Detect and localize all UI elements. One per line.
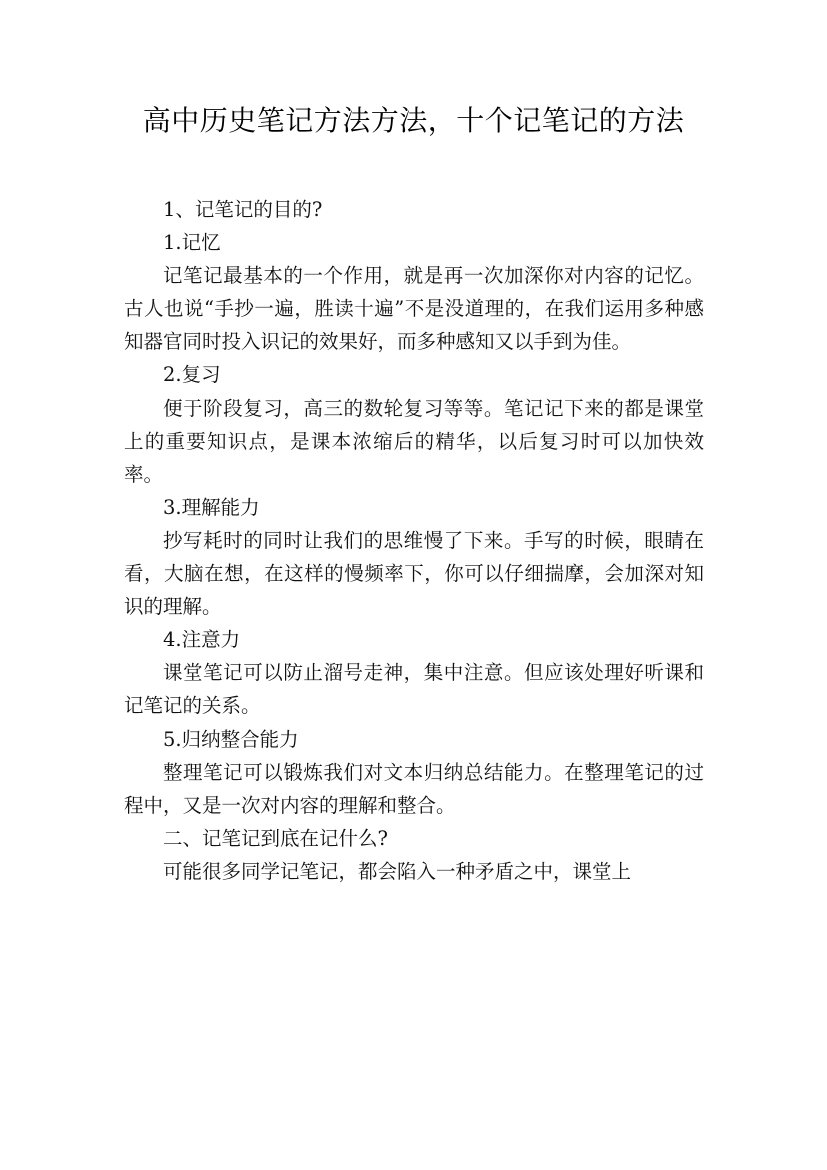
section-heading-what-to-note: 二、记笔记到底在记什么? — [163, 826, 388, 850]
subheading-integration: 5.归纳整合能力 — [163, 727, 299, 751]
paragraph-understanding: 抄写耗时的同时让我们的思维慢了下来。手写的时候，眼睛在看，大脑在想，在这样的慢频率下，你可以仔细揣摩，会加深对知识的理解。 — [124, 528, 704, 619]
paragraph-integration: 整理笔记可以锻炼我们对文本归纳总结能力。在整理笔记的过程中，又是一次对内容的理解和整合。 — [124, 760, 704, 817]
paragraph-what-to-note: 可能很多同学记笔记，都会陷入一种矛盾之中，课堂上 — [163, 859, 632, 883]
paragraph-attention: 课堂笔记可以防止溜号走神，集中注意。但应该处理好听课和记笔记的关系。 — [124, 661, 704, 718]
paragraph-memory: 记笔记最基本的一个作用，就是再一次加深你对内容的记忆。古人也说“手抄一遍，胜读十遍”不是没道理的，在我们运用多种感知器官同时投入识记的效果好，而多种感知又以手到为佳。 — [124, 264, 704, 354]
document-title: 高中历史笔记方法方法，十个记笔记的方法 — [142, 104, 685, 137]
paragraph-review: 便于阶段复习，高三的数轮复习等等。笔记记下来的都是课堂上的重要知识点，是课本浓缩后的精华，以后复习时可以加快效率。 — [124, 396, 704, 486]
document-body — [124, 193, 704, 888]
subheading-understanding: 3.理解能力 — [163, 495, 260, 519]
subheading-memory: 1.记忆 — [163, 231, 221, 255]
section-heading-purpose: 1、记笔记的目的? — [163, 198, 323, 221]
subheading-review: 2.复习 — [163, 363, 221, 387]
subheading-attention: 4.注意力 — [163, 628, 241, 652]
